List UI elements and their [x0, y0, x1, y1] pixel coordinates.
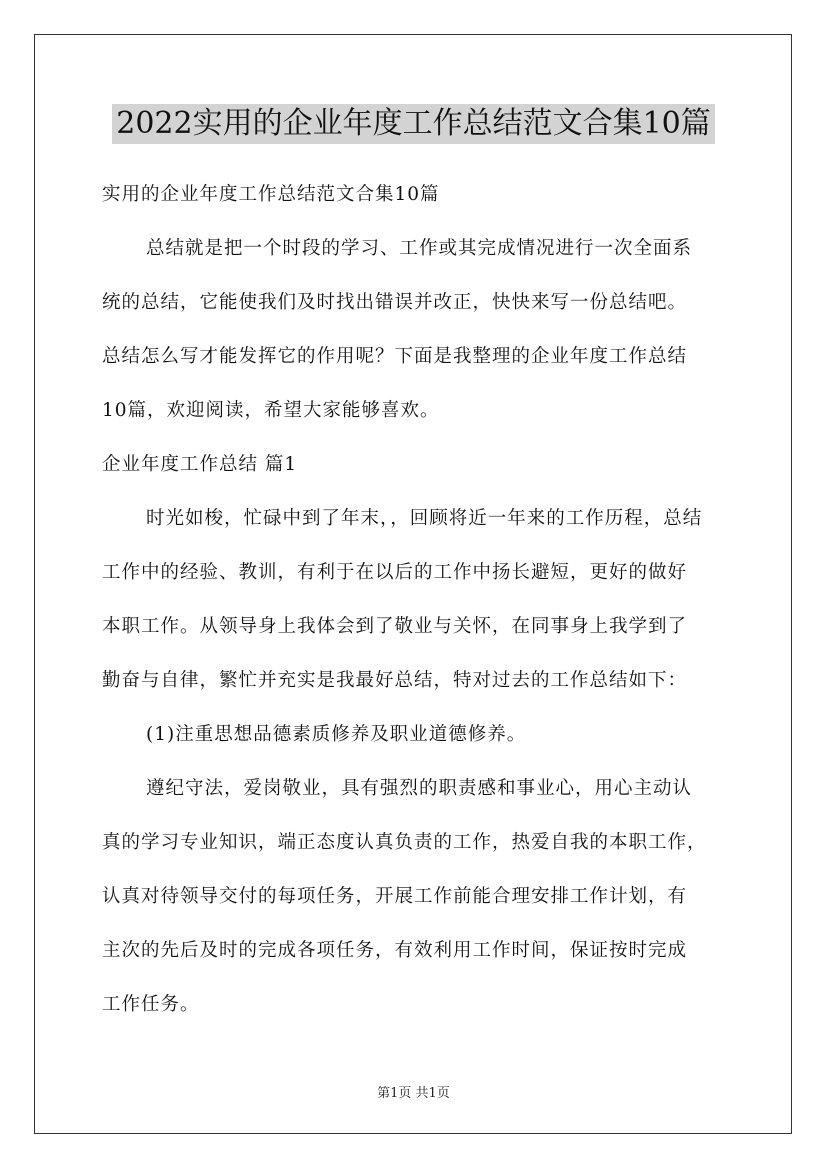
- section-heading: 企业年度工作总结 篇1: [102, 454, 298, 475]
- paragraph-line: 时光如梭，忙碌中到了年末，，回顾将近一年来的工作历程，总结: [146, 508, 703, 529]
- document-title-text: 2022实用的企业年度工作总结范文合集10篇: [112, 104, 715, 144]
- paragraph-line: 总结怎么写才能发挥它的作用呢？下面是我整理的企业年度工作总结: [102, 346, 688, 367]
- page-footer: 第1页 共1页: [377, 1086, 450, 1101]
- document-title: [0, 103, 827, 144]
- paragraph-line: 认真对待领导交付的每项任务，开展工作前能合理安排工作计划，有: [102, 886, 688, 907]
- document-body: [102, 178, 728, 1042]
- paragraph-line: 主次的先后及时的完成各项任务，有效利用工作时间，保证按时完成: [102, 940, 688, 961]
- paragraph-line: 统的总结，它能使我们及时找出错误并改正，快快来写一份总结吧。: [102, 292, 688, 313]
- list-item: (1)注重思想品德素质修养及职业道德修养。: [146, 724, 527, 745]
- subtitle-line: 实用的企业年度工作总结范文合集10篇: [102, 184, 440, 205]
- paragraph-line: 总结就是把一个时段的学习、工作或其完成情况进行一次全面系: [146, 238, 693, 259]
- paragraph-line: 工作中的经验、教训，有利于在以后的工作中扬长避短，更好的做好: [102, 562, 688, 583]
- paragraph-line: 本职工作。从领导身上我体会到了敬业与关怀，在同事身上我学到了: [102, 616, 688, 637]
- paragraph-line: 工作任务。: [102, 994, 200, 1015]
- paragraph-line: 遵纪守法，爱岗敬业，具有强烈的职责感和事业心，用心主动认: [146, 778, 693, 799]
- paragraph-line: 勤奋与自律，繁忙并充实是我最好总结，特对过去的工作总结如下：: [102, 670, 688, 691]
- paragraph-line: 真的学习专业知识，端正态度认真负责的工作，热爱自我的本职工作，: [102, 832, 707, 853]
- paragraph-line: 10篇，欢迎阅读，希望大家能够喜欢。: [102, 400, 440, 421]
